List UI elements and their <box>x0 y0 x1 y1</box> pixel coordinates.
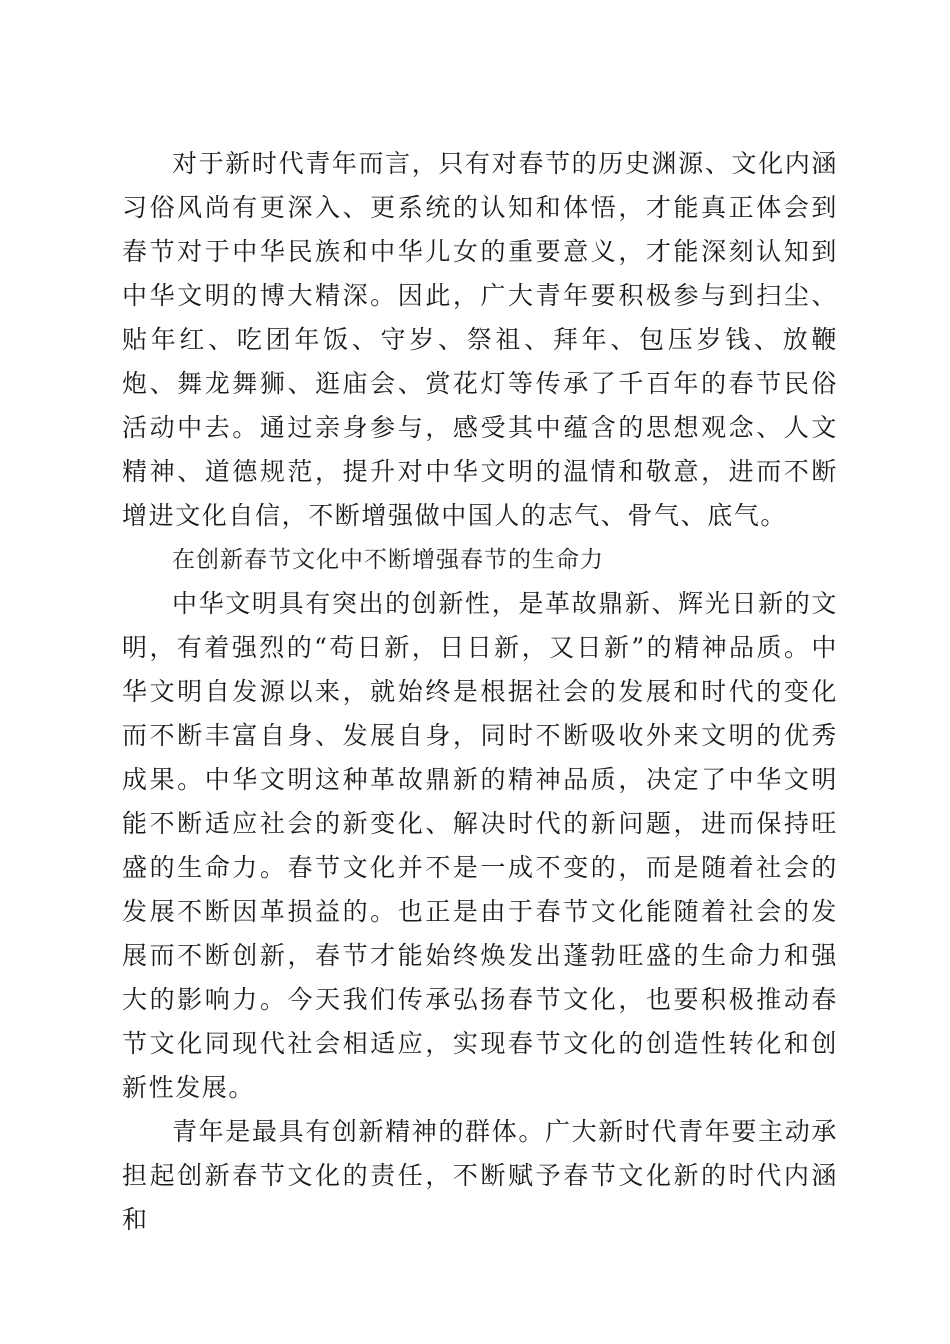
section-heading: 在创新春节文化中不断增强春节的生命力 <box>172 547 604 573</box>
document-page <box>122 142 838 1242</box>
paragraph-youth-innovation: 青年是最具有创新精神的群体。广大新时代青年要主动承担起创新春节文化的责任，不断赋予春节文化新的时代内涵和 <box>122 1117 838 1234</box>
paragraph-youth-understanding: 对于新时代青年而言，只有对春节的历史渊源、文化内涵习俗风尚有更深入、更系统的认知和体悟，才能真正体会到春节对于中华民族和中华儿女的重要意义，才能深刻认知到中华文明的博大精深。因此，广大青年要积极参与到扫尘、贴年红、吃团年饭、守岁、祭祖、拜年、包压岁钱、放鞭炮、舞龙舞狮、逛庙会、赏花灯等传承了千百年的春节民俗活动中去。通过亲身参与，感受其中蕴含的思想观念、人文精神、道德规范，提升对中华文明的温情和敬意，进而不断增进文化自信，不断增强做中国人的志气、骨气、底气。 <box>122 149 838 530</box>
paragraph-innovation: 中华文明具有突出的创新性，是革故鼎新、辉光日新的文明，有着强烈的“苟日新，日日新，又日新”的精神品质。中华文明自发源以来，就始终是根据社会的发展和时代的变化而不断丰富自身、发展自身，同时不断吸收外来文明的优秀成果。中华文明这种革故鼎新的精神品质，决定了中华文明能不断适应社会的新变化、解决时代的新问题，进而保持旺盛的生命力。春节文化并不是一成不变的，而是随着社会的发展不断因革损益的。也正是由于春节文化能随着社会的发展而不断创新，春节才能始终焕发出蓬勃旺盛的生命力和强大的影响力。今天我们传承弘扬春节文化，也要积极推动春节文化同现代社会相适应，实现春节文化的创造性转化和创新性发展。 <box>122 589 838 1102</box>
